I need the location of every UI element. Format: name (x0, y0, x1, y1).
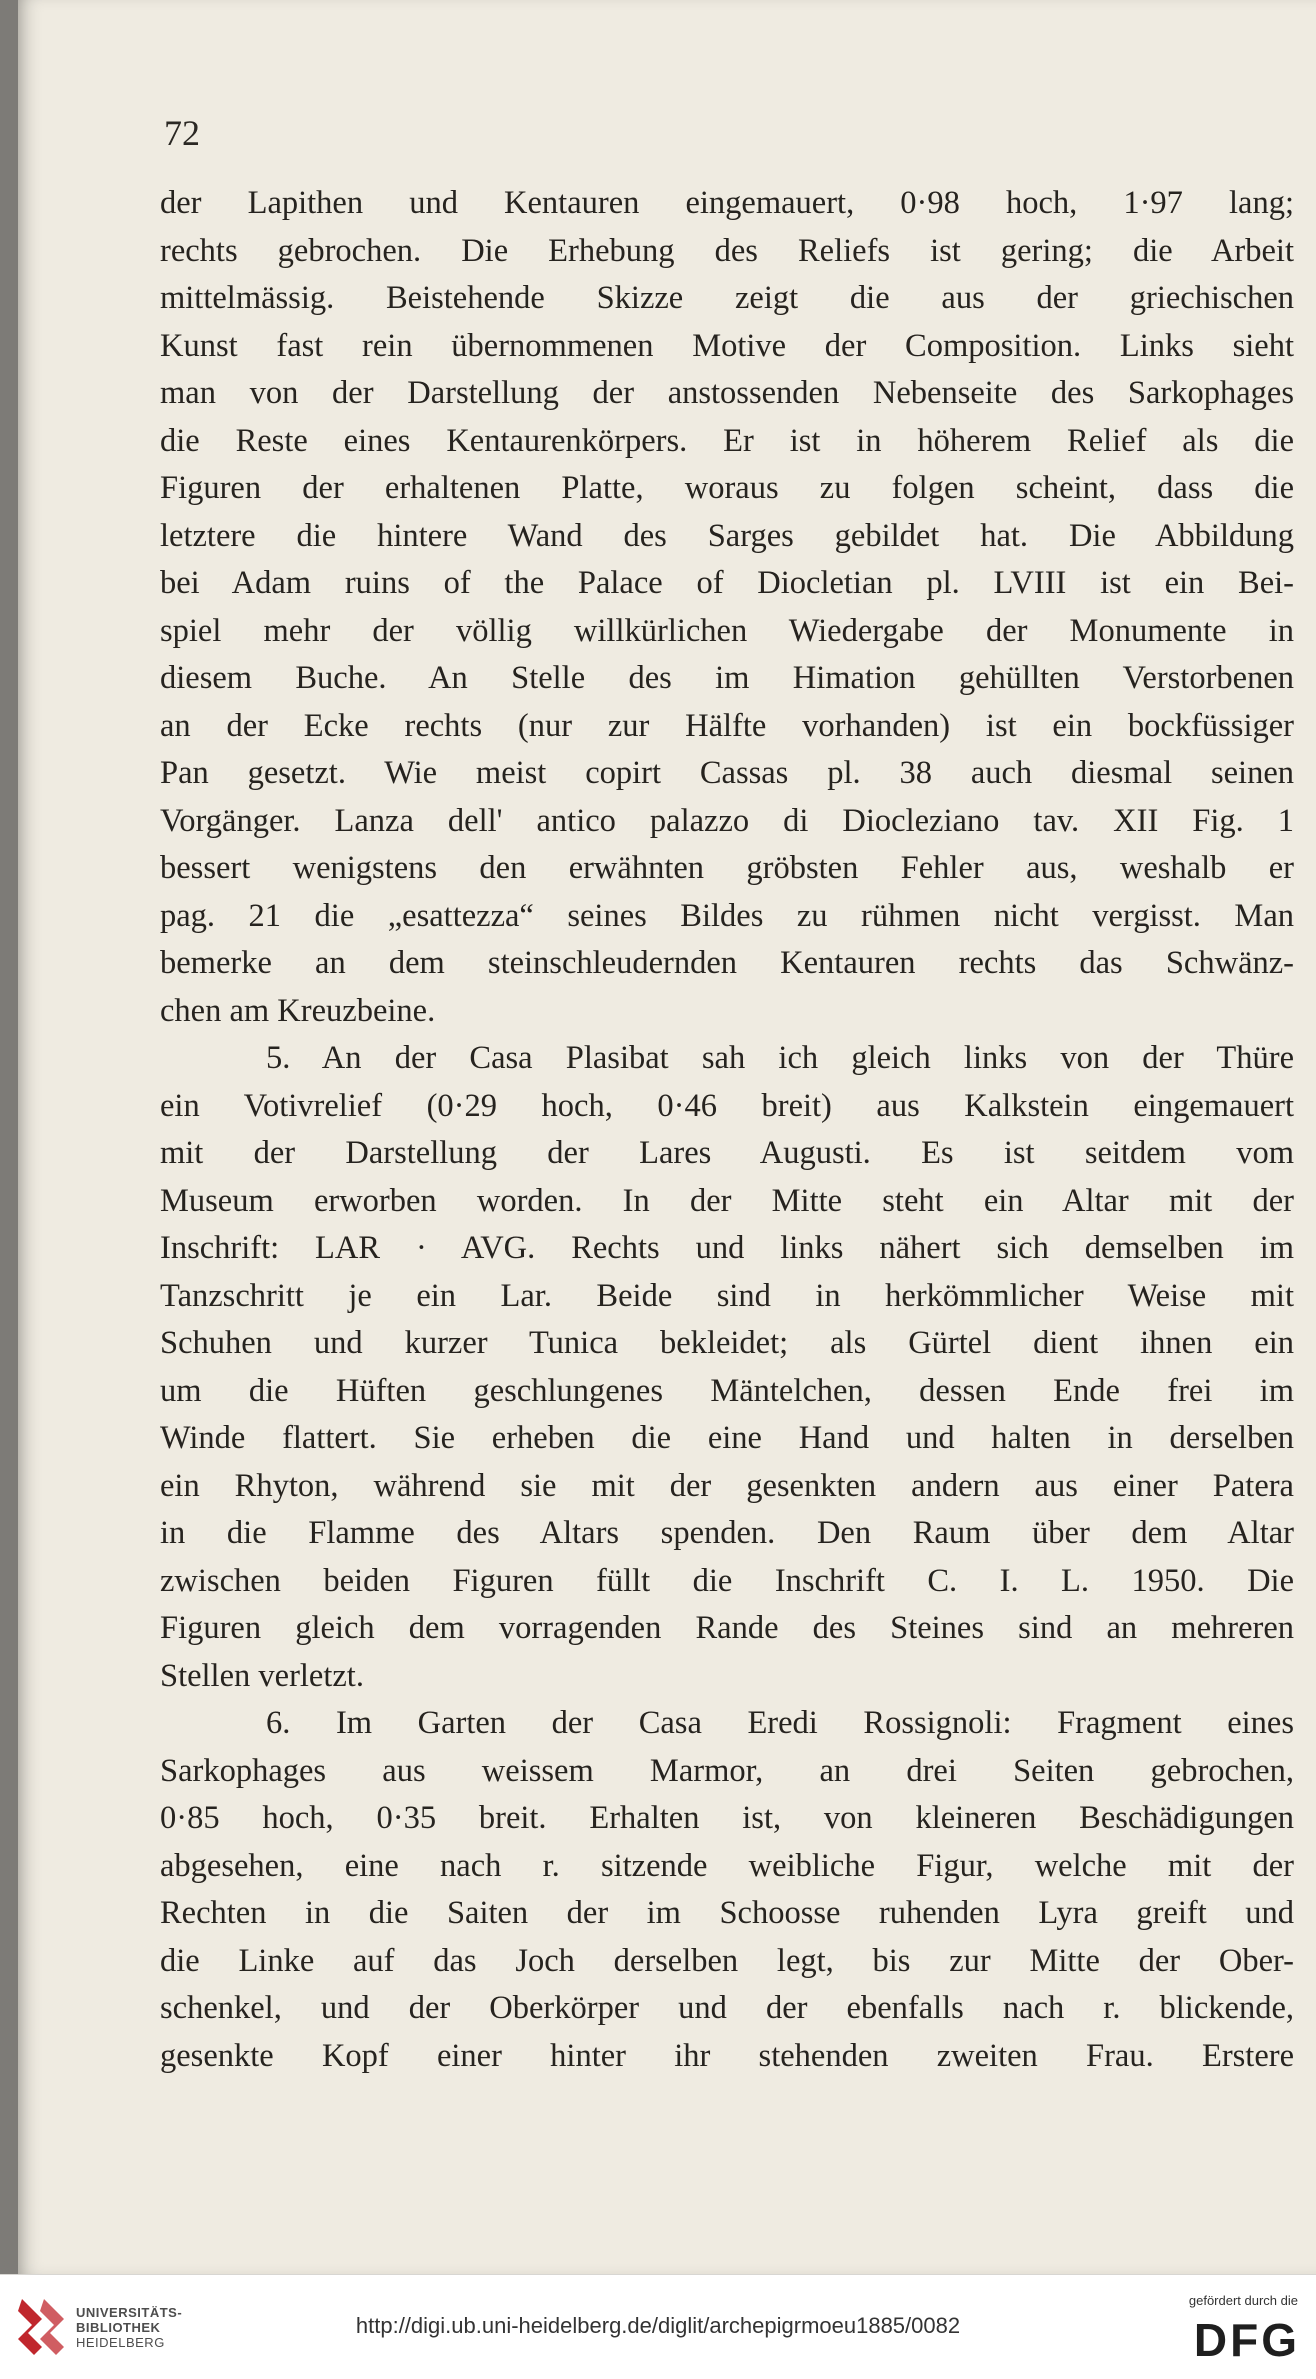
text-line: chen am Kreuzbeine. (160, 992, 436, 1029)
text-line: man von der Darstellung der anstossenden Nebenseite des Sarkophages (160, 375, 1294, 411)
text-line: an der Ecke rechts (nur zur Hälfte vorhanden) ist ein bockfüssiger (160, 707, 1294, 744)
text-line: Figuren der erhaltenen Platte, woraus zu folgen scheint, dass die (160, 470, 1294, 506)
funding-note: gefördert durch die (1188, 2293, 1298, 2308)
text-line: Vorgänger. Lanza dell' antico palazzo di Diocleziano tav. XII Fig. 1 (160, 802, 1294, 839)
text-line: Rechten in die Saiten der im Schoosse ruhenden Lyra greift und (160, 1895, 1294, 1931)
text-line: 0·85 hoch, 0·35 breit. Erhalten ist, von kleineren Beschädigungen (160, 1800, 1294, 1836)
text-line: ein Votivrelief (0·29 hoch, 0·46 breit) aus Kalkstein eingemauert (160, 1087, 1294, 1124)
text-line: Stellen verletzt. (160, 1657, 364, 1694)
text-line: Sarkophages aus weissem Marmor, an drei Seiten gebrochen, (160, 1752, 1294, 1789)
text-line: Schuhen und kurzer Tunica bekleidet; als Gürtel dient ihnen ein (160, 1325, 1294, 1361)
text-line: um die Hüften geschlungenes Mäntelchen, dessen Ende frei im (160, 1372, 1294, 1409)
text-line: Kunst fast rein übernommenen Motive der Composition. Links sieht (160, 327, 1294, 364)
text-line: 5. An der Casa Plasibat sah ich gleich links von der Thüre (266, 1040, 1294, 1076)
text-line: 6. Im Garten der Casa Eredi Rossignoli: Fragment eines (266, 1705, 1294, 1741)
text-line: schenkel, und der Oberkörper und der ebenfalls nach r. blickende, (160, 1990, 1294, 2026)
text-line: Figuren gleich dem vorragenden Rande des Steines sind an mehreren (160, 1610, 1294, 1646)
text-line: mittelmässig. Beistehende Skizze zeigt die aus der griechischen (160, 280, 1294, 316)
text-line: bemerke an dem steinschleudernden Kentauren rechts das Schwänz- (160, 945, 1294, 981)
text-line: pag. 21 die „esattezza“ seines Bildes zu rühmen nicht vergisst. Man (160, 897, 1294, 934)
text-line: diesem Buche. An Stelle des im Himation gehüllten Verstorbenen (160, 660, 1294, 696)
viewer-footer (0, 2274, 1316, 2379)
text-line: letztere die hintere Wand des Sarges gebildet hat. Die Abbildung (160, 517, 1294, 554)
text-line: Winde flattert. Sie erheben die eine Hand und halten in derselben (160, 1420, 1294, 1456)
text-line: der Lapithen und Kentauren eingemauert, 0·98 hoch, 1·97 lang; (160, 185, 1294, 221)
text-line: Tanzschritt je ein Lar. Beide sind in herkömmlicher Weise mit (160, 1277, 1294, 1314)
library-name: UNIVERSITÄTS- BIBLIOTHEK HEIDELBERG (76, 2305, 183, 2350)
text-line: zwischen beiden Figuren füllt die Inschrift C. I. L. 1950. Die (160, 1562, 1294, 1599)
scanned-page (18, 0, 1316, 2274)
text-line: in die Flamme des Altars spenden. Den Raum über dem Altar (160, 1515, 1294, 1551)
text-line: bessert wenigstens den erwähnten gröbsten Fehler aus, weshalb er (160, 850, 1294, 886)
text-line: Museum erworben worden. In der Mitte steht ein Altar mit der (160, 1182, 1294, 1219)
text-line: rechts gebrochen. Die Erhebung des Reliefs ist gering; die Arbeit (160, 232, 1294, 269)
text-line: bei Adam ruins of the Palace of Diocletian pl. LVIII ist ein Bei- (160, 565, 1294, 601)
text-line: spiel mehr der völlig willkürlichen Wiedergabe der Monumente in (160, 612, 1294, 649)
text-line: Pan gesetzt. Wie meist copirt Cassas pl. 38 auch diesmal seinen (160, 755, 1294, 791)
text-line: ein Rhyton, während sie mit der gesenkten andern aus einer Patera (160, 1467, 1294, 1504)
text-line: gesenkte Kopf einer hinter ihr stehenden zweiten Frau. Erstere (160, 2037, 1294, 2074)
body-text (160, 180, 1294, 2080)
text-line: abgesehen, eine nach r. sitzende weibliche Figur, welche mit der (160, 1847, 1294, 1884)
text-line: mit der Darstellung der Lares Augusti. Es ist seitdem vom (160, 1135, 1294, 1171)
permalink-url[interactable]: http://digi.ub.uni-heidelberg.de/diglit/archepigrmoeu1885/0082 (355, 2313, 961, 2338)
dfg-logo: DFG (1193, 2314, 1300, 2366)
text-line: die Reste eines Kentaurenkörpers. Er ist in höherem Relief als die (160, 422, 1294, 459)
text-line: die Linke auf das Joch derselben legt, bis zur Mitte der Ober- (160, 1942, 1294, 1979)
page-number: 72 (164, 113, 200, 153)
text-line: Inschrift: LAR · AVG. Rechts und links nähert sich demselben im (160, 1230, 1294, 1266)
